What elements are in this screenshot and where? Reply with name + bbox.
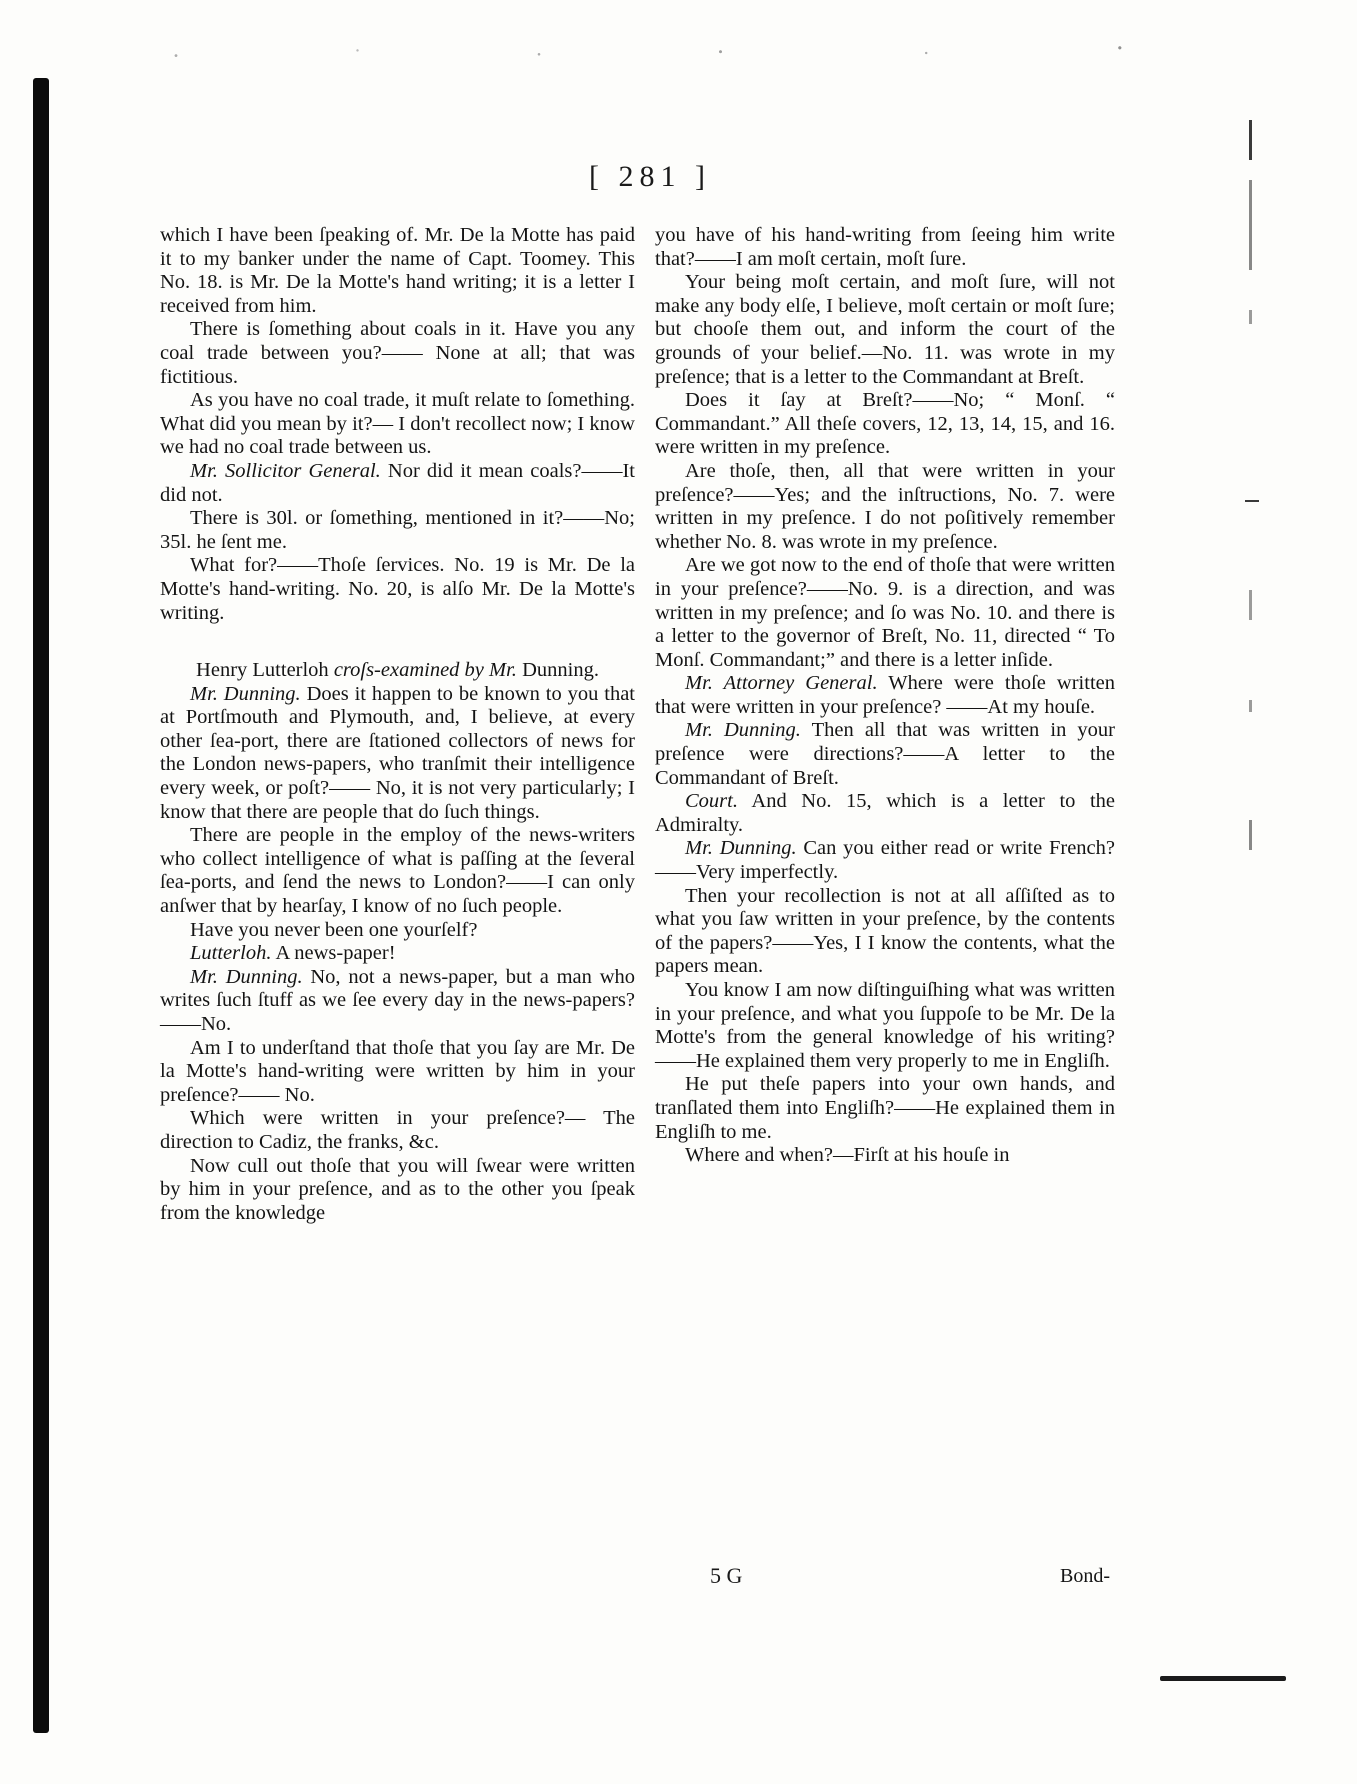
left-column-part-1 xyxy=(160,224,635,625)
paragraph-text: Now cull out thoſe that you will ſwear were written by him in your preſence, and as to the other you ſpeak from the knowledge xyxy=(160,1154,635,1224)
paragraph xyxy=(160,919,635,943)
paragraph xyxy=(655,224,1115,271)
paragraph xyxy=(655,554,1115,672)
right-column xyxy=(655,224,1115,1168)
paragraph xyxy=(160,507,635,554)
left-column-part-2 xyxy=(160,683,635,1226)
paragraph-text: which I have been ſpeaking of. Mr. De la Motte has paid it to my banker under the name of Capt. Toomey. This No. 18. is Mr. De la Motte's hand writing; it is a letter I received from him. xyxy=(160,224,635,317)
paragraph-text: Nor did it mean coals?——It did not. xyxy=(160,459,635,506)
paragraph xyxy=(160,1107,635,1154)
paragraph xyxy=(655,979,1115,1073)
paragraph-text: There are people in the employ of the news-writers who collect intelligence of what is paſſing at the ſeveral ſea-ports, and ſend the news to London?——I can only anſwer that by hearſay, I know of no ſuch people. xyxy=(160,824,635,918)
scan-smudge xyxy=(1160,1676,1286,1681)
speaker-label: Court. xyxy=(685,790,738,813)
paragraph-text: Have you never been one yourſelf? xyxy=(190,918,478,941)
heading-name: Henry Lutterloh xyxy=(196,659,329,682)
paragraph xyxy=(655,1073,1115,1144)
paragraph-text: A news-paper! xyxy=(271,942,396,965)
page-number: [ 281 ] xyxy=(589,160,711,193)
paragraph-text: And No. 15, which is a letter to the Admiralty. xyxy=(655,790,1115,836)
paragraph-text: Does it ſay at Breſt?——No; “ Monſ. “ Commandant.” All theſe covers, 12, 13, 14, 15, and 16. were written in my preſence. xyxy=(655,389,1115,459)
speaker-label: Lutterloh. xyxy=(190,942,272,965)
paragraph xyxy=(160,942,635,966)
paragraph xyxy=(655,1144,1115,1168)
heading-italic: croſs-examined by Mr. xyxy=(333,659,517,682)
scan-edge-marks xyxy=(1245,120,1263,1020)
paragraph-text: Am I to underſtand that thoſe that you ſay are Mr. De la Motte's hand-writing were written by him in your preſence?—— No. xyxy=(160,1036,635,1106)
binding-shadow xyxy=(33,78,49,1733)
paragraph xyxy=(655,460,1115,554)
right-column-body xyxy=(655,224,1115,1168)
section-heading xyxy=(160,659,635,683)
paragraph xyxy=(160,683,635,825)
speaker-label: Mr. Dunning. xyxy=(190,682,301,705)
paragraph-text: Then all that was written in your preſence were directions?——A letter to the Commandant of Breſt. xyxy=(655,719,1115,789)
speaker-label: Mr. Dunning. xyxy=(685,719,801,742)
speaker-label: Mr. Attorney General. xyxy=(685,672,878,695)
paragraph-text: There is 30l. or ſomething, mentioned in it?——No; 35l. he ſent me. xyxy=(160,507,635,553)
paragraph-text: Are thoſe, then, all that were written in your preſence?——Yes; and the inſtructions, No. 7. were written in my preſence. I do not poſitively remember whether No. 8. was wrote in my preſence. xyxy=(655,459,1115,553)
paragraph-text: Can you either read or write French?——Very imperfectly. xyxy=(655,837,1115,884)
paragraph xyxy=(655,719,1115,790)
paragraph xyxy=(655,389,1115,460)
paragraph xyxy=(655,885,1115,979)
paragraph-text: You know I am now diſtinguiſhing what was written in your preſence, and what you ſuppoſe to be Mr. De la Motte's from the general knowledge of his writing?——He explained them very properly to me in Engliſh. xyxy=(655,979,1115,1072)
paragraph xyxy=(160,318,635,389)
signature-mark: 5 G xyxy=(710,1563,743,1588)
paragraph-text: As you have no coal trade, it muſt relate to ſomething. What did you mean by it?— I don't recollect now; I know we had no coal trade between us. xyxy=(160,389,635,459)
paragraph xyxy=(655,672,1115,719)
paragraph-text: No, not a news-paper, but a man who writes ſuch ſtuff as we ſee every day in the news-papers?——No. xyxy=(160,965,635,1035)
paragraph xyxy=(655,790,1115,837)
paragraph xyxy=(655,271,1115,389)
paragraph-text: Then your recollection is not at all aſſiſted as to what you ſaw written in your preſence, by the contents of the papers?——Yes, I I know the contents, what the papers mean. xyxy=(655,884,1115,978)
left-column xyxy=(160,224,635,1225)
paragraph-text: What for?——Thoſe ſervices. No. 19 is Mr. De la Motte's hand-writing. No. 20, is alſo Mr. De la Motte's writing. xyxy=(160,554,635,624)
paragraph-text: Which were written in your preſence?— The direction to Cadiz, the franks, &c. xyxy=(160,1107,635,1153)
paragraph xyxy=(160,824,635,918)
paragraph-text: you have of his hand-writing from ſeeing him write that?——I am moſt certain, moſt ſure. xyxy=(655,224,1115,270)
paragraph-text: Does it happen to be known to you that at Portſmouth and Plymouth, and, I believe, at every other ſea-port, there are ſtationed collectors of news for the London news-papers, who tranſmit their intelligence every week, or poſt?—— No, it is not very particularly; I know that there are people that do ſuch things. xyxy=(160,682,635,823)
paragraph-text: He put theſe papers into your own hands, and tranſlated them into Engliſh?——He explained them in Engliſh to me. xyxy=(655,1073,1115,1143)
paragraph xyxy=(160,224,635,318)
paragraph xyxy=(160,1155,635,1226)
paragraph xyxy=(160,966,635,1037)
paragraph xyxy=(160,460,635,507)
paragraph xyxy=(655,837,1115,884)
speaker-label: Mr. Dunning. xyxy=(190,965,303,988)
paragraph-text: There is ſomething about coals in it. Have you any coal trade between you?—— None at all; that was fictitious. xyxy=(160,318,635,388)
paragraph-text: Where were thoſe written that were written in your preſence? ——At my houſe. xyxy=(655,672,1115,718)
speaker-label: Mr. Dunning. xyxy=(685,837,797,860)
speaker-label: Mr. Sollicitor General. xyxy=(190,459,381,482)
heading-rest: Dunning. xyxy=(516,659,599,682)
paragraph-text: Where and when?—Firſt at his houſe in xyxy=(685,1144,1010,1167)
catchword: Bond- xyxy=(1060,1565,1110,1587)
scan-noise xyxy=(55,40,1265,66)
paragraph-text: Your being moſt certain, and moſt ſure, will not make any body elſe, I believe, moſt certain or moſt ſure; but chooſe them out, and inform the court of the grounds of your belief.—No. 11. was wrote in my preſence; that is a letter to the Commandant at Breſt. xyxy=(655,271,1115,388)
paragraph xyxy=(160,554,635,625)
paragraph xyxy=(160,1037,635,1108)
paragraph xyxy=(160,389,635,460)
paragraph-text: Are we got now to the end of thoſe that were written in your preſence?——No. 9. is a direction, and was written in my preſence; and ſo was No. 10. and there is a letter to the governor of Breſt, No. 11, directed “ To Monſ. Commandant;” and there is a letter inſide. xyxy=(655,554,1115,671)
